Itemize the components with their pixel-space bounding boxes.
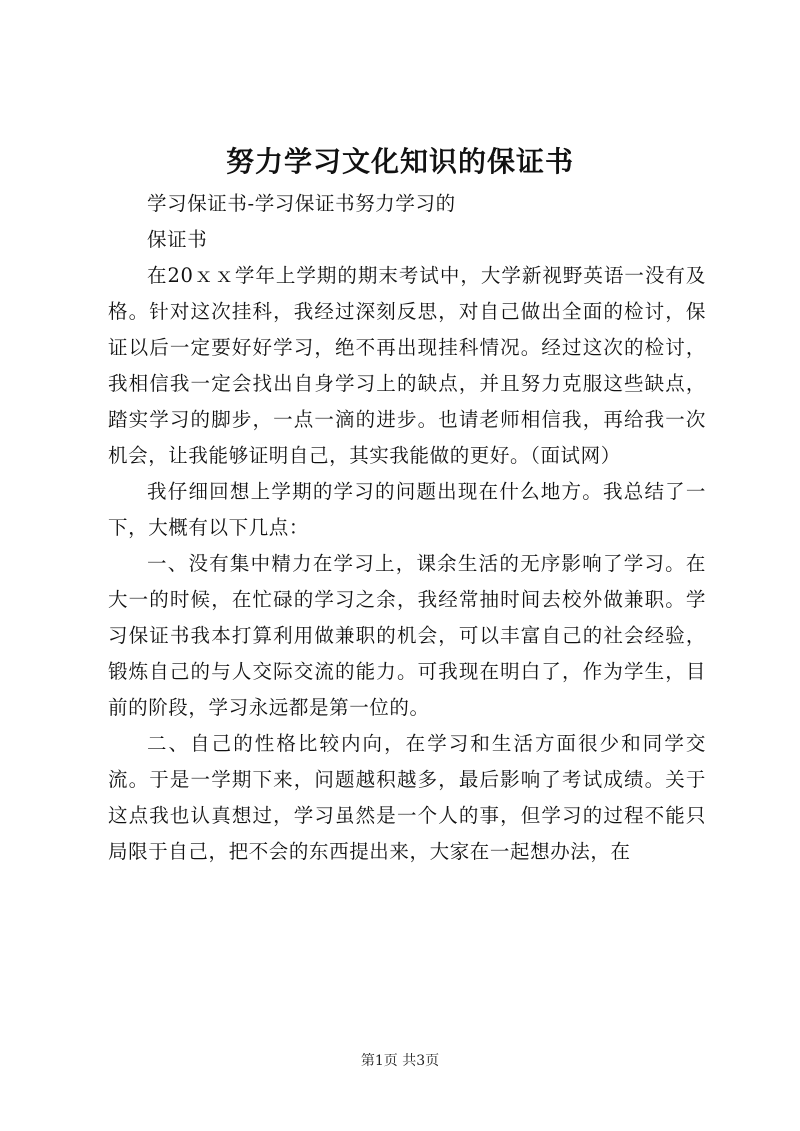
page-number-footer: 第1页 共3页 [360, 1053, 440, 1069]
paragraph: 我仔细回想上学期的学习的问题出现在什么地方。我总结了一下，大概有以下几点： [108, 480, 706, 539]
document-body [108, 186, 706, 870]
paragraph: 在20ｘｘ学年上学期的期末考试中，大学新视野英语一没有及格。针对这次挂科，我经过深刻反思，对自己做出全面的检讨，保证以后一定要好好学习，绝不再出现挂科情况。经过这次的检讨，我相信我一定会找出自身学习上的缺点，并且努力克服这些缺点，踏实学习的脚步，一点一滴的进步。也请老师相信我，再给我一次机会，让我能够证明自己，其实我能做的更好。（面试网） [108, 264, 706, 467]
document-title: 努力学习文化知识的保证书 [225, 145, 574, 178]
paragraph: 一、没有集中精力在学习上，课余生活的无序影响了学习。在大一的时候，在忙碌的学习之余，我经常抽时间去校外做兼职。学习保证书我本打算利用做兼职的机会，可以丰富自己的社会经验，锻炼自己的与人交际交流的能力。可我现在明白了，作为学生，目前的阶段，学习永远都是第一位的。 [108, 552, 706, 719]
paragraph: 学习保证书-学习保证书努力学习的 [147, 192, 456, 215]
paragraph: 二、自己的性格比较内向，在学习和生活方面很少和同学交流。于是一学期下来，问题越积越多，最后影响了考试成绩。关于这点我也认真想过，学习虽然是一个人的事，但学习的过程不能只局限于自己，把不会的东西提出来，大家在一起想办法，在 [108, 732, 706, 863]
paragraph: 保证书 [147, 228, 208, 251]
